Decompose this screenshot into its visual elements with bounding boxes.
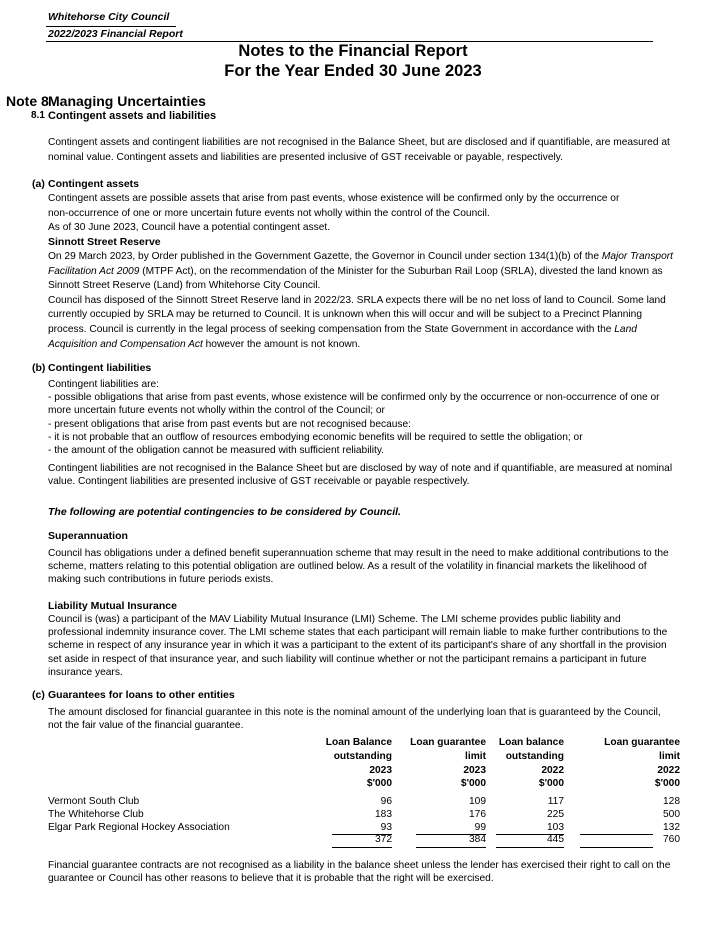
table-row-1-col3: 117	[547, 796, 564, 807]
section-a-label: (a)	[32, 178, 45, 190]
total-rule-bottom-col4	[580, 847, 653, 848]
table-row-3-col4: 132	[663, 822, 680, 833]
sinnott-title: Sinnott Street Reserve	[48, 236, 161, 248]
table-row-2-col1: 183	[375, 809, 392, 820]
total-rule-bottom-col1	[332, 847, 392, 848]
table-total-col4: 760	[663, 834, 680, 845]
table-total-col1: 372	[375, 834, 392, 845]
table-header-col1: Loan Balance outstanding 2023 $'000	[325, 737, 392, 790]
note-number: Note 8	[6, 93, 49, 109]
lmi-title: Liability Mutual Insurance	[48, 600, 177, 612]
table-row-2-name: The Whitehorse Club	[48, 809, 144, 820]
table-row-3-col3: 103	[547, 822, 564, 833]
section-c-title: Guarantees for loans to other entities	[48, 689, 235, 701]
note-title: Managing Uncertainties	[48, 93, 206, 109]
section-c-paragraph: The amount disclosed for financial guarantee in this note is the nominal amount of the underlying loan that is guaranteed by the Council, not the fair value of the financial guarantee.	[48, 707, 661, 732]
subnote-title: Contingent assets and liabilities	[48, 110, 217, 122]
table-row-2-col3: 225	[547, 809, 564, 820]
header-report-name: 2022/2023 Financial Report	[48, 28, 183, 40]
table-row-1-col1: 96	[380, 796, 392, 807]
table-row-3-col2: 99	[474, 822, 486, 833]
sinnott-paragraph: On 29 March 2023, by Order published in the Government Gazette, the Governor in Council under section 134(1)(b) of the Major Transport Facilitation Act 2009 (MTPF Act), on the recommendation of the Minister for the Suburban Rail Loop (SRLA), divested the land known as Sinnott Street Reserve (Land) from Whitehorse City Council. Council has disposed of the Sinnott Street Reserve land in 2022/23. SRLA expects there will be no net loss of land to Council. Some land currently occupied by SRLA may be returned to Council. It is unknown when this will occur and will be subject to a Precinct Planning process. Council is currently in the legal process of seeking compensation from the State Government in accordance with the Land Acquisition and Compensation Act however the amount is not known.	[48, 251, 673, 350]
table-row-1-col2: 109	[469, 796, 486, 807]
table-row-1-name: Vermont South Club	[48, 796, 140, 807]
section-b-list: Contingent liabilities are: - possible obligations that arise from past events, whose existence will be confirmed only by the occurrence or non-occurrence of one or more uncertain future events not wholly within the control of the Council; or - present obligations that arise from past events but are not recognised because: - it is not probable that an outflow of resources embodying economic benefits will be required to settle the obligation; or - the amount of the obligation cannot be measured with sufficient reliability.	[48, 379, 660, 457]
header-rule-1	[46, 26, 176, 27]
guarantee-footer-paragraph: Financial guarantee contracts are not recognised as a liability in the balance sheet unless the lender has exercised their right to call on the guarantee or Council has other reasons to believe that it is probable that the right will be exercised.	[48, 860, 671, 885]
page-title: Notes to the Financial Report	[238, 42, 468, 60]
table-header-col2: Loan guarantee limit 2023 $'000	[410, 737, 486, 790]
table-row-3-name: Elgar Park Regional Hockey Association	[48, 822, 230, 833]
header-council-name: Whitehorse City Council	[48, 11, 170, 23]
lmi-paragraph: Council is (was) a participant of the MAV Liability Mutual Insurance (LMI) Scheme. The LMI scheme provides public liability and professional indemnity insurance cover. The LMI scheme states that each participant will remain liable to make further contributions to the scheme in respect of any insurance year in which it was a participant to the extent of its participant's share of any shortfall in the provision set aside in respect of that insurance year, and such liability will continue whether or not the participant remains a participant in future insurance years.	[48, 614, 668, 678]
section-b-paragraph-2: Contingent liabilities are not recognised in the Balance Sheet but are disclosed by way of note and if quantifiable, are measured at nominal value. Contingent liabilities are presented inclusive of GST receivable or payable respectively.	[48, 463, 673, 488]
subnote-number: 8.1	[31, 110, 45, 121]
superannuation-paragraph: Council has obligations under a defined benefit superannuation scheme that may result in the need to make additional contributions to the scheme, matters relating to this potential obligation are outlined below. As a result of the volatility in financial markets the likelihood of making such contributions in future periods exists.	[48, 548, 669, 586]
section-c-label: (c)	[32, 689, 45, 701]
table-row-3-col1: 93	[380, 822, 392, 833]
superannuation-title: Superannuation	[48, 530, 128, 542]
potential-contingencies-heading: The following are potential contingencies to be considered by Council.	[48, 506, 401, 518]
intro-paragraph: Contingent assets and contingent liabilities are not recognised in the Balance Sheet, but are disclosed and if quantifiable, are measured at nominal value. Contingent assets and liabilities are presented inclusive of GST receivable or payable, respectively.	[48, 137, 670, 163]
section-b-title: Contingent liabilities	[48, 362, 152, 374]
table-header-col3: Loan balance outstanding 2022 $'000	[498, 737, 564, 790]
section-a-title: Contingent assets	[48, 178, 140, 190]
section-b-label: (b)	[32, 362, 46, 374]
total-rule-bottom-col3	[496, 847, 564, 848]
section-a-paragraph: Contingent assets are possible assets that arise from past events, whose existence will be confirmed only by the occurrence or non-occurrence of one or more uncertain future events not wholly within the control of the Council. As of 30 June 2023, Council have a potential contingent asset.	[48, 193, 620, 234]
table-row-1-col4: 128	[663, 796, 680, 807]
total-rule-bottom-col2	[416, 847, 486, 848]
table-header-col4: Loan guarantee limit 2022 $'000	[604, 737, 680, 790]
table-total-col2: 384	[469, 834, 486, 845]
page-subtitle: For the Year Ended 30 June 2023	[224, 62, 482, 80]
table-row-2-col4: 500	[663, 809, 680, 820]
table-total-col3: 445	[547, 834, 564, 845]
table-row-2-col2: 176	[469, 809, 486, 820]
